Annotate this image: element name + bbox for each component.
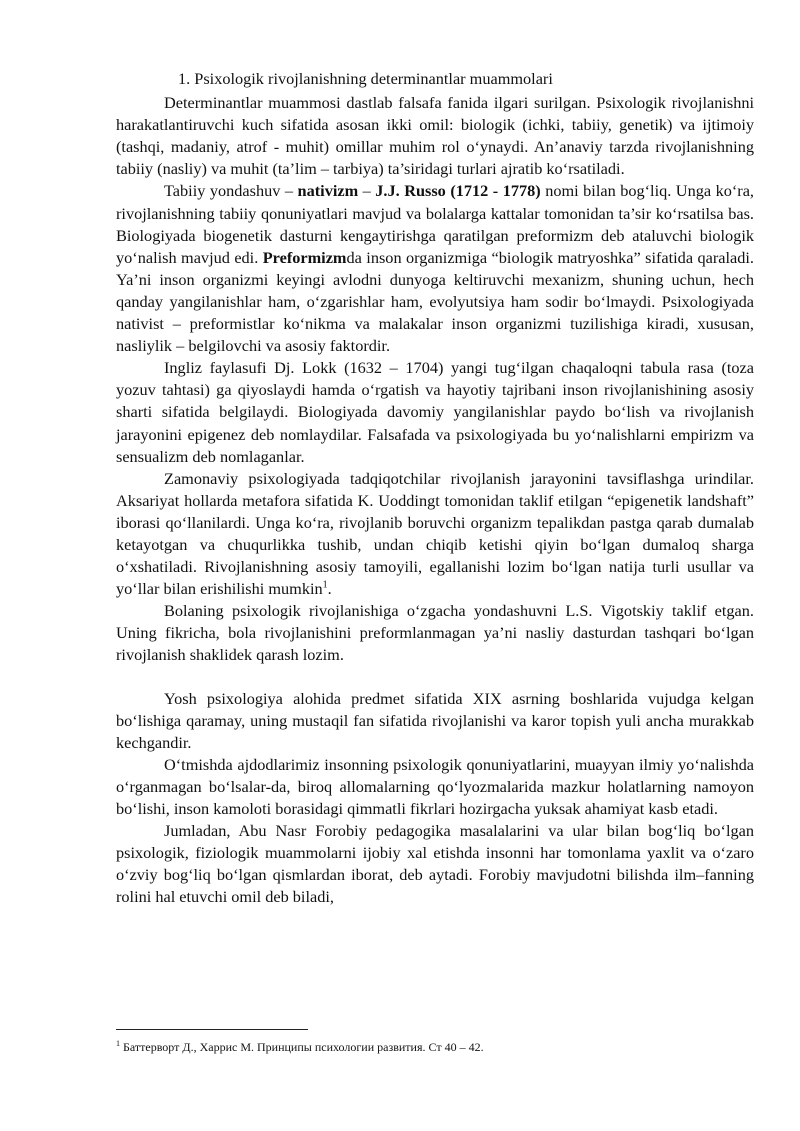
paragraph-farabi: Jumladan, Abu Nasr Forobiy pedagogika masalalarini va ular bilan bog‘liq bo‘lgan psixologik, fiziologik muammolarni ijobiy xal etishda insonni har tomonlama yaxlit va o‘zaro o‘zviy bog‘liq bo‘lgan qismlardan iborat, deb aytadi. Forobiy mavjudotni bilishda ilm–fanning rolini hal etuvchi omil deb biladi, (116, 821, 754, 907)
paragraph-gap (116, 667, 754, 688)
paragraph-vygotsky: Bolaning psixologik rivojlanishiga o‘zgacha yondashuvni L.S. Vigotskiy taklif etgan. Uning fikricha, bola rivojlanishini preformlanmagan ya’ni nasliy dasturdan tashqari bo‘lgan rivojlanish shaklidek qarash lozim. (116, 601, 754, 665)
term-preformism: Preformizm (262, 247, 347, 267)
text-run: – (358, 181, 376, 201)
text-run: da inson organizmiga “biologik matryoshka” sifatida qaraladi. Ya’ni inson organizmi keyingi avlodni dunyoga keltiruvchi mexanizm, shuning uchun, hech qanday yangilanishlar ham, o‘zgarishlar ham, evolyutsiya ham sodir bo‘lmaydi. Psixologiyada nativist – preformistlar ko‘nikma va malakalar inson organizmi tuzilishiga kiradi, xususan, nasliylik – belgilovchi va asosiy faktordir. (116, 247, 754, 356)
paragraph-epigenetic (116, 468, 754, 601)
text-run: . (327, 579, 332, 599)
text-run: Zamonaviy psixologiyada tadqiqotchilar rivojlanish jarayonini tavsiflashga urindilar. Aksariyat hollarda metafora sifatida K. Uoddingt tomonidan taklif etilgan “epigenetik landshaft” iborasi qo‘llanilardi. Unga ko‘ra, rivojlanib boruvchi organizm tepalikdan pastga qarab dumalab ketayotgan va chuqurlikka tushib, undan chiqib ketishi qiyin bo‘lgan dumaloq sharga o‘xshatiladi. Rivojlanishning asosiy tamoyili, egallanishi lozim bo‘lgan natija turli usullar va yo‘llar bilan erishilishi mumkin (116, 468, 754, 599)
text-run: nomi bilan bog‘liq. Unga ko‘ra, rivojlanishning tabiiy qonuniyatlari mavjud va bolalarga kattalar tomonidan ta’sir ko‘rsatilsa bas. Biologiyada biogenetik dasturni kengaytirishga qaratilgan preformizm deb ataluvchi biologik yo‘nalish mavjud edi. (116, 181, 754, 267)
section-heading: 1. Psixologik rivojlanishning determinantlar muammolari (178, 69, 553, 88)
footnote-divider (116, 1029, 308, 1030)
paragraph-determinants: Determinantlar muammosi dastlab falsafa fanida ilgari surilgan. Psixologik rivojlanishni harakatlantiruvchi kuch sifatida asosan ikki omil: biologik (ichki, tabiiy, genetik) va ijtimoiy (tashqi, madaniy, atrof - muhit) omillar muhim rol o‘ynaydi. An’anaviy tarzda rivojlanishning tabiiy (nasliy) va muhit (ta’lim – tarbiya) ta’siridagi turlari ajratib ko‘rsatiladi. (116, 93, 754, 179)
footnote-text: Баттерворт Д., Харрис М. Принципы психологии развития. Ст 40 – 42. (120, 1040, 484, 1054)
footnote-mark: 1 (116, 1039, 120, 1048)
paragraph-nativism (116, 180, 754, 357)
footnote-reference[interactable]: 1 (322, 579, 328, 591)
text-run: Tabiiy yondashuv – (164, 181, 298, 201)
term-nativism: nativizm (297, 181, 359, 201)
footnote (116, 1040, 754, 1055)
name-russo: J.J. Russo (1712 - 1778) (375, 181, 541, 201)
paragraph-locke: Ingliz faylasufi Dj. Lokk (1632 – 1704) yangi tug‘ilgan chaqaloqni tabula rasa (toza yozuv tahtasi) ga qiyoslaydi hamda o‘rgatish va hayotiy tajribani inson rivojlanishining asosiy sharti sifatida belgilaydi. Biologiyada davomiy yangilanishlar paydo bo‘lish va rivojlanish jarayonini epigenez deb nomlaydilar. Falsafada va psixologiyada bu yo‘nalishlarni empirizm va sensualizm deb nomlaganlar. (116, 358, 754, 466)
paragraph-age-psychology: Yosh psixologiya alohida predmet sifatida XIX asrning boshlarida vujudga kelgan bo‘lishiga qaramay, uning mustaqil fan sifatida rivojlanishi va karor topish yuli ancha murakkab kechgandir. (116, 688, 754, 752)
paragraph-ancestors: O‘tmishda ajdodlarimiz insonning psixologik qonuniyatlarini, muayyan ilmiy yo‘nalishda o‘rganmagan bo‘lsalar-da, biroq allomalarning qo‘lyozmalarida mazkur holatlarning namoyon bo‘lishi, inson kamoloti borasidagi qimmatli fikrlari hozirgacha yuksak ahamiyat kasb etadi. (116, 754, 754, 818)
document-body (116, 68, 754, 908)
